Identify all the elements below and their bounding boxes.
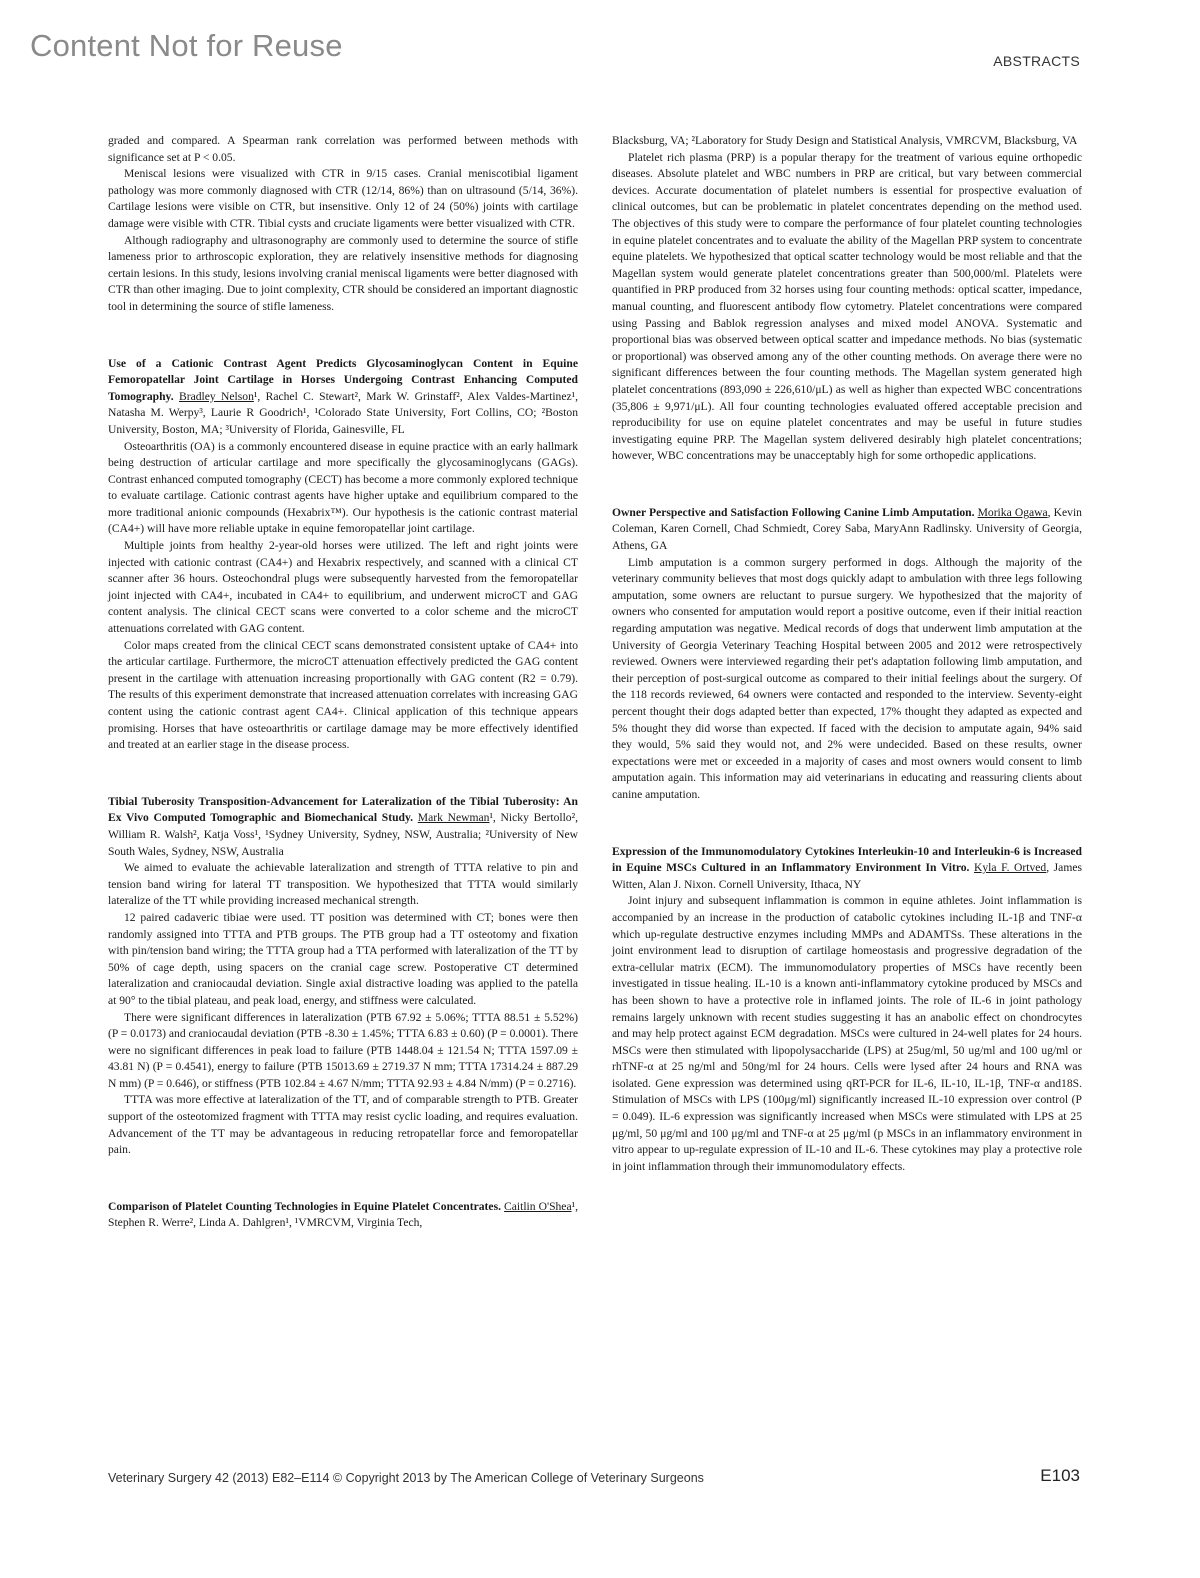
abstract-title: Use of a Cationic Contrast Agent Predicts Glycosaminoglycan Content in Equine Femoropatellar Joint Cartilage in Horses Undergoing Contrast Enhancing Computed Tomography. — [108, 356, 578, 403]
abstract-platelet-header — [108, 1199, 578, 1232]
abstract-header — [612, 844, 1082, 894]
body-paragraph: TTTA was more effective at lateralization of the TT, and of comparable strength to PTB. Greater support of the osteotomized fragment with TTTA may resist cyclic loading, and requires evaluation. Advancement of the TT may be advantageous in reducing retropatellar force and femoropatellar pain. — [108, 1093, 578, 1157]
abstract-msc — [612, 844, 1082, 1176]
author-list: ¹, Rachel C. Stewart², Mark W. Grinstaff², Alex Valdes-Martinez¹, Natasha M. Werpy³, Laurie R Goodrich¹, ¹Colorado State University, Fort Collins, CO; ²Boston University, Boston, MA; ³University of Florida, Gainesville, FL — [108, 389, 579, 436]
abstract-header — [612, 505, 1082, 555]
abstract-title: Tibial Tuberosity Transposition-Advancement for Lateralization of the Tibial Tuberosity: An Ex Vivo Computed Tomographic and Biomechanical Study. — [108, 794, 578, 825]
author-list: , Kevin Coleman, Karen Cornell, Chad Schmiedt, Corey Saba, MaryAnn Radlinsky. University of Georgia, Athens, GA — [612, 505, 1082, 553]
left-column — [108, 133, 578, 1232]
author-list: ¹, Stephen R. Werre², Linda A. Dahlgren¹, ¹VMRCVM, Virginia Tech, — [108, 1199, 578, 1230]
right-column — [612, 133, 1082, 1175]
abstract-title: Owner Perspective and Satisfaction Following Canine Limb Amputation. — [612, 505, 975, 519]
body-paragraph: Meniscal lesions were visualized with CTR in 9/15 cases. Cranial meniscotibial ligament pathology was more commonly diagnosed with CTR (12/14, 86%) than on ultrasound (5/14, 36%). Cartilage lesions were visible on CTR, but insensitive. Only 12 of 24 (50%) joints with cartilage damage were visible with CTR. Tibial cysts and cruciate ligaments were better visualized with CTR. — [108, 167, 578, 230]
body-paragraph: Limb amputation is a common surgery performed in dogs. Although the majority of the veterinary community believes that most dogs quickly adapt to ambulation with three legs following amputation, some owners are reluctant to pursue surgery. We hypothesized that the majority of owners who consented for amputation would report a positive outcome, even if their initial reaction regarding amputation was negative. Medical records of dogs that underwent limb amputation at the University of Georgia Veterinary Teaching Hospital between 2005 and 2012 were retrospectively reviewed. Owners were interviewed regarding their pet's adaptation following limb amputation, and their perception of post-surgical outcome as compared to their initial feelings about the surgery. Of the 118 records reviewed, 64 owners were contacted and responded to the interview. Seventy-eight percent thought their dogs adapted better than expected, 17% thought they adapted as expected and 5% thought they did worse than expected. If faced with the decision to amputate again, 94% said they would, 5% said they would not, and 2% were undecided. Based on these results, owner expectations were met or exceeded in a majority of cases and most owners would consent to limb amputation again. This information may aid veterinarians in educating and reassuring clients about canine amputation. — [612, 555, 1082, 801]
author-list: ¹, Nicky Bertollo², William R. Walsh², Katja Voss¹, ¹Sydney University, Sydney, NSW, Australia; ²University of New South Wales, Sydney, NSW, Australia — [108, 811, 578, 858]
abstract-ttta — [108, 794, 578, 1159]
presenting-author: Morika Ogawa — [977, 505, 1048, 519]
author-list: , James Witten, Alan J. Nixon. Cornell University, Ithaca, NY — [612, 861, 1083, 891]
abstract-header — [108, 794, 578, 860]
abstract-header — [108, 1199, 578, 1232]
presenting-author: Mark Newman — [417, 811, 490, 825]
abstract-cect — [108, 356, 578, 754]
abstract-title: Expression of the Immunomodulatory Cytokines Interleukin-10 and Interleukin-6 is Increased in Equine MSCs Cultured in an Inflammatory Environment In Vitro. — [612, 844, 1082, 875]
body-paragraph: Joint injury and subsequent inflammation is common in equine athletes. Joint inflammation is accompanied by an increase in the production of catabolic cytokines including IL-1β and TNF-α which up-regulate destructive enzymes including MMPs and ADAMTSs. These alterations in the joint environment lead to disruption of cartilage homeostasis and progressive degradation of the extra-cellular matrix (ECM). The immunomodulatory properties of MSCs have recently been investigated in tissue healing. IL-10 is a known anti-inflammatory cytokine produced by MSCs and has been shown to have a protective role in inflamed joints. The role of IL-6 in joint pathology remains largely unknown with recent studies suggesting it has an anabolic effect on chondrocytes and may help protect against ECM degradation. MSCs were cultured in 24-well plates for 24 hours. MSCs were then stimulated with lipopolysaccharide (LPS) at 25ug/ml, 50 ug/ml and 100 ug/ml or rhTNF-α at 25 ng/ml and 50ng/ml for 24 hours. Cells were lysed after 24 hours and RNA was isolated. Gene expression was determined using qRT-PCR for IL-6, IL-10, IL-1β, TNF-α and18S. Stimulation of MSCs with LPS (100μg/ml) significantly increased IL-10 expression over control (P = 0.049). IL-6 expression was significantly increased when MSCs were stimulated with LPS at 25 μg/ml, 50 μg/ml and 100 μg/ml and TNF-α at 25 μg/ml (p MSCs in an inflammatory environment in vitro appear to up-regulate expression of IL-10 and IL-6. These cytokines may play a protective role in joint inflammation through their immunomodulatory effects. — [612, 894, 1082, 1173]
footer-citation: Veterinary Surgery 42 (2013) E82–E114 © Copyright 2013 by The American College of Veterinary Surgeons — [108, 1471, 704, 1485]
body-paragraph: Although radiography and ultrasonography are commonly used to determine the source of stifle lameness prior to arthroscopic exploration, they are relatively insensitive methods for diagnosing certain lesions. In this study, lesions involving cranial meniscal ligaments were better diagnosed with CTR than other imaging. Due to joint complexity, CTR should be considered an important diagnostic tool in determining the source of stifle lameness. — [108, 233, 579, 313]
body-paragraph: graded and compared. A Spearman rank correlation was performed between methods with significance set at P < 0.05. — [108, 134, 578, 164]
section-label: ABSTRACTS — [993, 53, 1080, 69]
presenting-author: Bradley Nelson — [178, 389, 254, 403]
body-paragraph: We aimed to evaluate the achievable lateralization and strength of TTTA relative to pin and tension band wiring for lateral TT transposition. We hypothesized that TTTA would similarly lateralize of the TT while providing increased mechanical strength. — [108, 861, 578, 908]
abstract-title: Comparison of Platelet Counting Technologies in Equine Platelet Concentrates. — [108, 1199, 501, 1213]
body-paragraph: Color maps created from the clinical CECT scans demonstrated consistent uptake of CA4+ into the articular cartilage. Furthermore, the microCT attenuation effectively predicted the GAG content present in the cartilage with attenuation increasing proportionally with GAG content (R2 = 0.79). The results of this experiment demonstrate that increased attenuation correlates with increasing GAG content using the cationic contrast agent CA4+. Clinical application of this technique appears promising. Horses that have osteoarthritis or cartilage damage may be more effectively identified and treated at an earlier stage in the disease process. — [108, 638, 578, 752]
watermark: Content Not for Reuse — [30, 28, 343, 63]
body-paragraph: 12 paired cadaveric tibiae were used. TT position was determined with CT; bones were then randomly assigned into TTTA and PTB groups. The PTB group had a TT osteotomy and fixation with pin/tension band wiring; the TTTA group had a TTA performed with lateralization of the TT by 50% of cage depth, using spacers on the cranial cage screw. Postoperative CT determined lateralization and craniocaudal deviation. Single axial distractive loading was applied to the patella at 90° to the tibial plateau, and peak load, energy, and stiffness were calculated. — [108, 910, 578, 1007]
body-paragraph: There were significant differences in lateralization (PTB 67.92 ± 5.06%; TTTA 88.51 ± 5.52%) (P = 0.0173) and craniocaudal deviation (PTB -8.30 ± 1.45%; TTTA 6.83 ± 0.60) (P = 0.0001). There were no significant differences in peak load to failure (PTB 1448.04 ± 121.54 N; TTTA 1597.09 ± 43.81 N) (P = 0.4541), energy to failure (PTB 15013.69 ± 2719.37 N mm; TTTA 17314.24 ± 887.29 N mm) (P = 0.646), or stiffness (PTB 102.84 ± 4.67 N/mm; TTTA 92.93 ± 4.84 N/mm) (P = 0.2716). — [108, 1010, 578, 1090]
presenting-author: Caitlin O'Shea — [504, 1199, 572, 1213]
body-paragraph: Platelet rich plasma (PRP) is a popular therapy for the treatment of various equine orthopedic diseases. Absolute platelet and WBC numbers in PRP are critical, but vary between commercial devices. Accurate documentation of platelet numbers is essential for prospective evaluation of clinical outcomes, but can be problematic in platelet concentrates depending on the method used. The objectives of this study were to compare the performance of four platelet counting technologies in equine platelet concentrates and to evaluate the ability of the Magellan PRP system to concentrate equine platelets. We hypothesized that optical scatter technology would be most reliable and that the Magellan system would generate platelet concentrations greater than 500,000/ml. Platelets were quantified in PRP produced from 32 horses using four counting methods: optical scatter, impedance, manual counting, and fluorescent antibody flow cytometry. Platelet concentrations were compared using Passing and Bablok regression analyses and mixed model ANOVA. Systematic and proportional bias was observed between optical scatter and impedance methods. No bias (systematic or proportional) was observed among any of the other counting methods. On average there were no significant differences between the four counting methods. The Magellan system generated high platelet concentrations (893,090 ± 226,610/μL) as well as higher than expected WBC concentrations (35,806 ± 9,971/μL). All four counting technologies evaluated offered acceptable precision and reproducibility for use on equine platelet concentrates and may be useful in future studies investigating equine PRP. The Magellan system delivered desirably high platelet concentrations; however, WBC concentrations may be unacceptably high for some orthopedic applications. — [612, 150, 1082, 463]
abstract-header — [108, 356, 578, 439]
presenting-author: Kyla F. Ortved — [974, 861, 1047, 875]
page-number: E103 — [1040, 1466, 1080, 1485]
affiliation-continued: Blacksburg, VA; ²Laboratory for Study Design and Statistical Analysis, VMRCVM, Blacksburg, VA — [612, 134, 1078, 147]
abstract-amputation — [612, 505, 1082, 804]
body-paragraph: Multiple joints from healthy 2-year-old horses were utilized. The left and right joints were injected with cationic contrast (CA4+) and Hexabrix respectively, and scanned with a clinical CT scanner after 36 hours. Osteochondral plugs were subsequently harvested from the femoropatellar joint injected with CA4+, incubated in CA4+ to equilibrium, and underwent microCT and GAG content analysis. The clinical CECT scans were converted to a color scheme and the microCT attenuations correlated with GAG content. — [108, 539, 578, 636]
body-paragraph: Osteoarthritis (OA) is a commonly encountered disease in equine practice with an early hallmark being destruction of articular cartilage and more specifically the glycosaminoglycans (GAGs). Contrast enhanced computed tomography (CECT) has become a more commonly explored technique to evaluate cartilage. Cationic contrast agents have higher uptake and equilibrium compared to the more traditional anionic compounds (Hexabrix™). Our hypothesis is the cationic contrast material (CA4+) will have more reliable uptake in equine femoropatellar joint cartilage. — [108, 439, 578, 536]
